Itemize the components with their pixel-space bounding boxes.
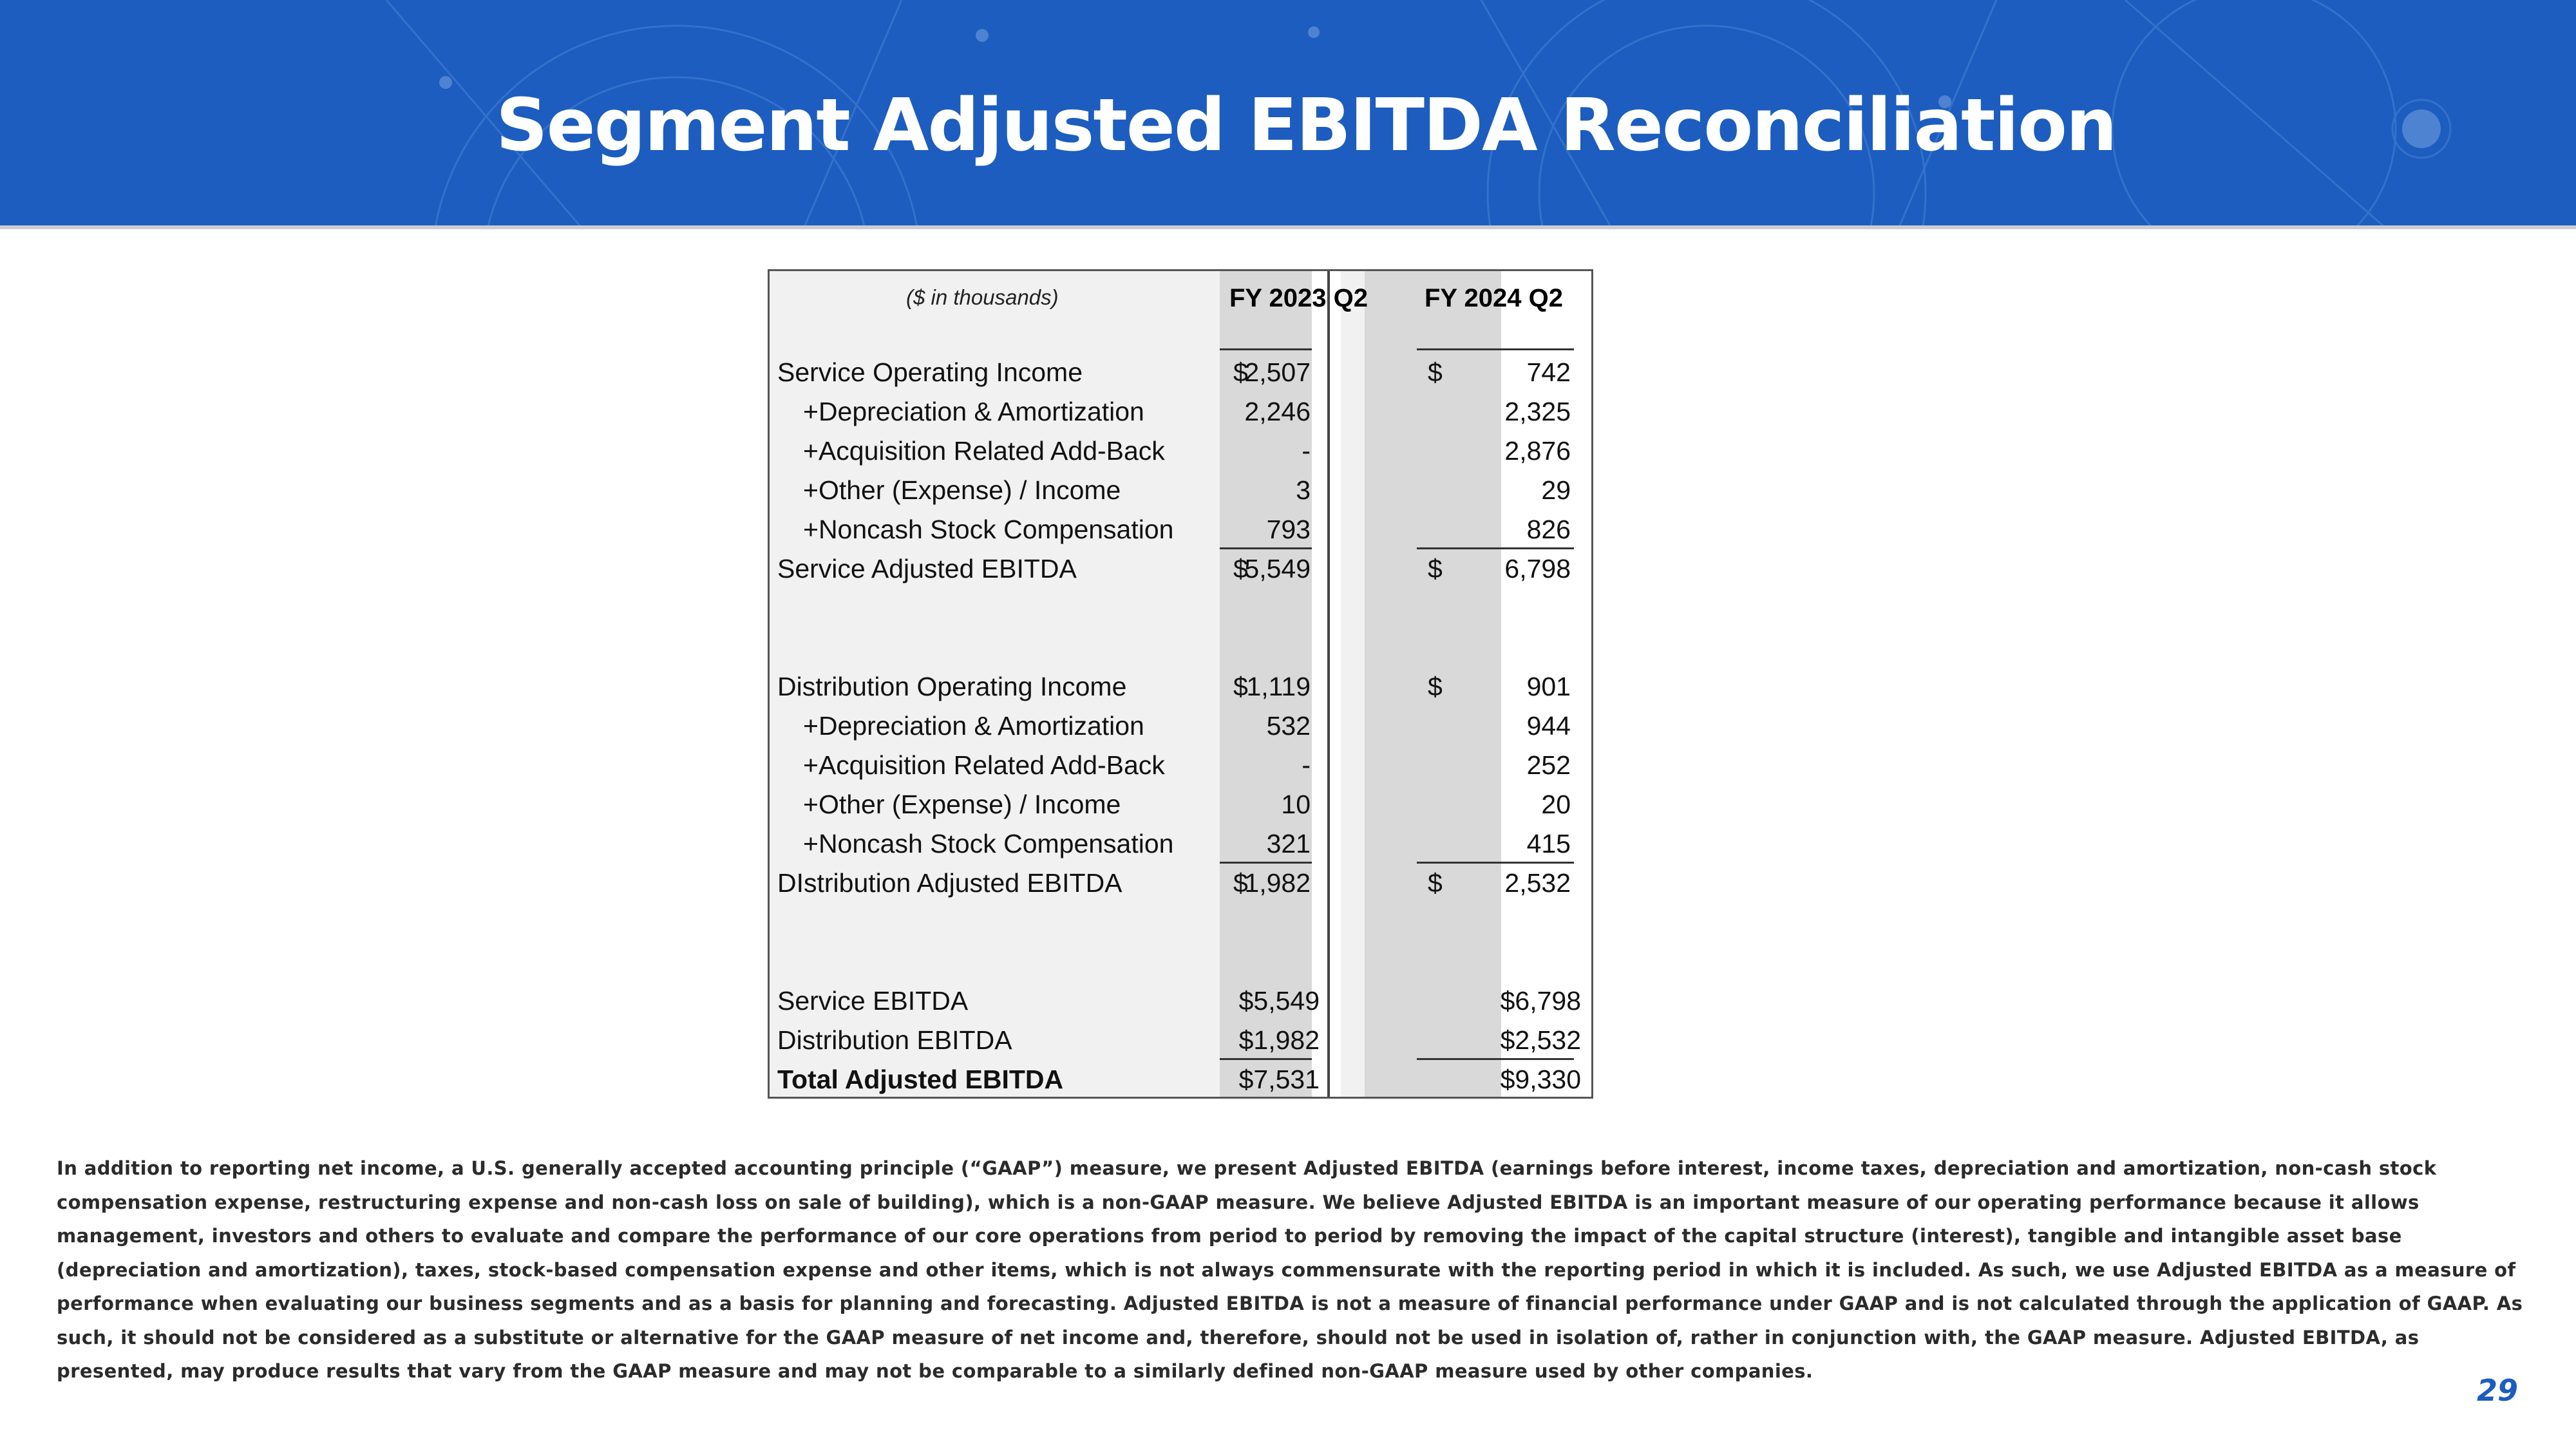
fy2023-value: 10: [1281, 790, 1311, 819]
currency-symbol: $: [1233, 868, 1248, 898]
fy2024-value: 2,325: [1504, 397, 1571, 426]
row-label: +Acquisition Related Add-Back: [803, 750, 1165, 780]
table-row: [770, 1021, 1595, 1060]
fy2023-value: 3: [1296, 475, 1311, 505]
row-label: +Acquisition Related Add-Back: [803, 436, 1165, 466]
fy2023-value: $1,982: [1238, 1025, 1320, 1055]
row-label: +Other (Expense) / Income: [803, 790, 1121, 819]
table-row: [770, 746, 1595, 785]
fy2023-value: $5,549: [1238, 986, 1320, 1016]
currency-symbol: $: [1428, 672, 1443, 701]
fy2024-value: 944: [1526, 711, 1571, 741]
fy2024-value: 252: [1526, 750, 1571, 780]
table-row: [770, 392, 1595, 431]
currency-symbol: $: [1233, 672, 1248, 701]
table-row: [770, 510, 1595, 549]
header-rule-fy2024: [1417, 348, 1574, 350]
fy2024-value: $2,532: [1500, 1025, 1581, 1055]
row-label: +Other (Expense) / Income: [803, 475, 1121, 505]
fy2024-value: 6,798: [1504, 554, 1571, 583]
fy2024-value: 29: [1541, 475, 1571, 505]
row-label: Service EBITDA: [777, 986, 969, 1016]
row-label: +Depreciation & Amortization: [803, 397, 1144, 426]
fy2023-value: -: [1302, 436, 1311, 466]
fy2023-value: 793: [1266, 515, 1311, 544]
fy2024-value: 2,876: [1504, 436, 1571, 466]
fy2024-value: 901: [1526, 672, 1571, 701]
table-row: [770, 864, 1595, 903]
fy2024-value: 20: [1541, 790, 1571, 819]
gaap-disclaimer: In addition to reporting net income, a U.S. generally accepted accounting principle (“GAAP”) measure, we present Adjusted EBITDA (earnings before interest, income taxes, depreciation and amortization, non-cash stock compensation expense, restructuring expense and non-cash loss on sale of building), which is a non-GAAP measure. We believe Adjusted EBITDA is an important measure of our operating performance because it allows management, investors and others to evaluate and compare the performance of our core operations from period to period by removing the impact of the capital structure (interest), tangible and intangible asset base (depreciation and amortization), taxes, stock-based compensation expense and other items, which is not always commensurate with the reporting period in which it is included. As such, we use Adjusted EBITDA as a measure of performance when evaluating our business segments and as a basis for planning and forecasting. Adjusted EBITDA is not a measure of financial performance under GAAP and is not calculated through the application of GAAP. As such, it should not be considered as a substitute or alternative for the GAAP measure of net income and, therefore, should not be used in isolation of, rather in conjunction with, the GAAP measure. Adjusted EBITDA, as presented, may produce results that vary from the GAAP measure and may not be comparable to a similarly defined non-GAAP measure used by other companies.: [57, 1157, 2523, 1382]
table-row: [770, 667, 1595, 706]
column-header-fy2023: FY 2023 Q2: [1229, 284, 1368, 312]
table-row: [770, 471, 1595, 510]
fy2023-value: 2,507: [1244, 357, 1311, 387]
fy2023-value: 532: [1266, 711, 1311, 741]
row-label: +Noncash Stock Compensation: [803, 829, 1174, 858]
row-label: Distribution Operating Income: [777, 672, 1127, 701]
header-banner: [0, 0, 2576, 229]
fy2023-value: 2,246: [1244, 397, 1311, 426]
reconciliation-table: [768, 269, 1593, 1099]
column-header-fy2024: FY 2024 Q2: [1425, 284, 1563, 312]
row-label: +Depreciation & Amortization: [803, 711, 1144, 741]
table-row: [770, 824, 1595, 864]
table-row: [770, 785, 1595, 824]
currency-symbol: $: [1233, 554, 1248, 583]
fy2023-value: 5,549: [1244, 554, 1311, 583]
fy2023-value: -: [1302, 750, 1311, 780]
fy2024-value: 742: [1526, 357, 1571, 387]
currency-symbol: $: [1233, 357, 1248, 387]
table-row: [770, 353, 1595, 392]
fy2023-value: 1,119: [1246, 672, 1311, 701]
header-rule-fy2023: [1220, 348, 1312, 350]
fy2024-value: 2,532: [1504, 868, 1571, 898]
total-row: [770, 1060, 1595, 1099]
currency-symbol: $: [1428, 554, 1443, 583]
unit-note: ($ in thousands): [906, 285, 1059, 309]
currency-symbol: $: [1428, 357, 1443, 387]
row-label: Service Operating Income: [777, 357, 1083, 387]
page-title: Segment Adjusted EBITDA Reconciliation: [496, 84, 2116, 167]
table-row: [770, 981, 1595, 1021]
fy2024-value: $6,798: [1500, 986, 1581, 1016]
row-label: Service Adjusted EBITDA: [777, 554, 1077, 583]
fy2023-value: 1,982: [1244, 868, 1311, 898]
row-label: +Noncash Stock Compensation: [803, 515, 1174, 544]
page-number: 29: [2476, 1373, 2518, 1408]
currency-symbol: $: [1428, 868, 1443, 898]
table-row: [770, 431, 1595, 471]
fy2023-total: $7,531: [1238, 1065, 1320, 1094]
total-label: Total Adjusted EBITDA: [777, 1065, 1064, 1094]
fy2024-value: 415: [1526, 829, 1571, 858]
fy2024-value: 826: [1526, 515, 1571, 544]
table-row: [770, 706, 1595, 746]
row-label: Distribution EBITDA: [777, 1025, 1012, 1055]
row-label: DIstribution Adjusted EBITDA: [777, 868, 1122, 898]
fy2023-value: 321: [1266, 829, 1311, 858]
fy2024-total: $9,330: [1500, 1065, 1581, 1094]
table-row: [770, 549, 1595, 589]
